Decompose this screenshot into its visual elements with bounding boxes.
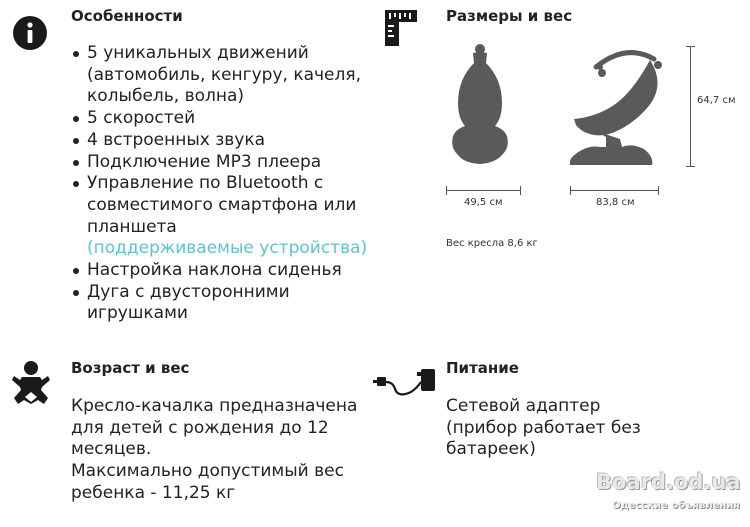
front-width-cap-left [446,186,447,195]
list-item: 5 скоростей [71,108,371,130]
height-dimension-cap-top [686,46,695,47]
seat-front-view [440,43,522,168]
features-list [71,43,371,325]
age-description: Кресло-качалка предназначена для детей с рождения до 12 месяцев. [71,396,358,460]
list-item: Дуга с двусторонними игрушками [71,282,371,325]
dimensions-title: Размеры и вес [446,7,573,25]
height-dimension-line [690,46,691,166]
front-width-dimension-line [446,190,520,191]
front-width-label: 49,5 см [464,197,503,208]
side-width-label: 83,8 см [596,197,635,208]
height-label: 64,7 см [697,95,736,106]
features-title: Особенности [71,7,183,25]
baby-icon [12,360,50,406]
watermark-main: Board.od.ua [596,470,741,494]
watermark-sub: Одесские объявления [612,500,740,511]
list-item: Управление по Bluetooth с совместимого смартфона или планшета (поддерживаемые устройства) [71,173,371,260]
max-weight-text: Максимально допустимый вес ребенка - 11,25 кг [71,461,344,503]
power-adapter-icon [373,362,437,402]
info-icon [12,15,48,51]
list-item: Подключение МР3 плеера [71,152,371,174]
list-item: Настройка наклона сиденья [71,260,371,282]
supported-devices-link[interactable]: (поддерживаемые устройства) [87,238,368,259]
ruler-icon [385,10,417,46]
list-item: 5 уникальных движений (автомобиль, кенгуру, качеля, колыбель, волна) [71,43,371,108]
age-title: Возраст и вес [71,359,190,377]
front-width-cap-right [520,186,521,195]
seat-side-view [566,45,666,168]
seat-weight-label: Вес кресла 8,6 кг [446,238,538,249]
power-title: Питание [446,359,519,377]
side-width-dimension-line [570,190,658,191]
list-item: 4 встроенных звука [71,130,371,152]
side-width-cap-right [658,186,659,195]
power-text: Сетевой адаптер (прибор работает без батареек) [446,396,641,460]
side-width-cap-left [570,186,571,195]
height-dimension-cap-bottom [686,166,695,167]
age-text [71,396,371,505]
